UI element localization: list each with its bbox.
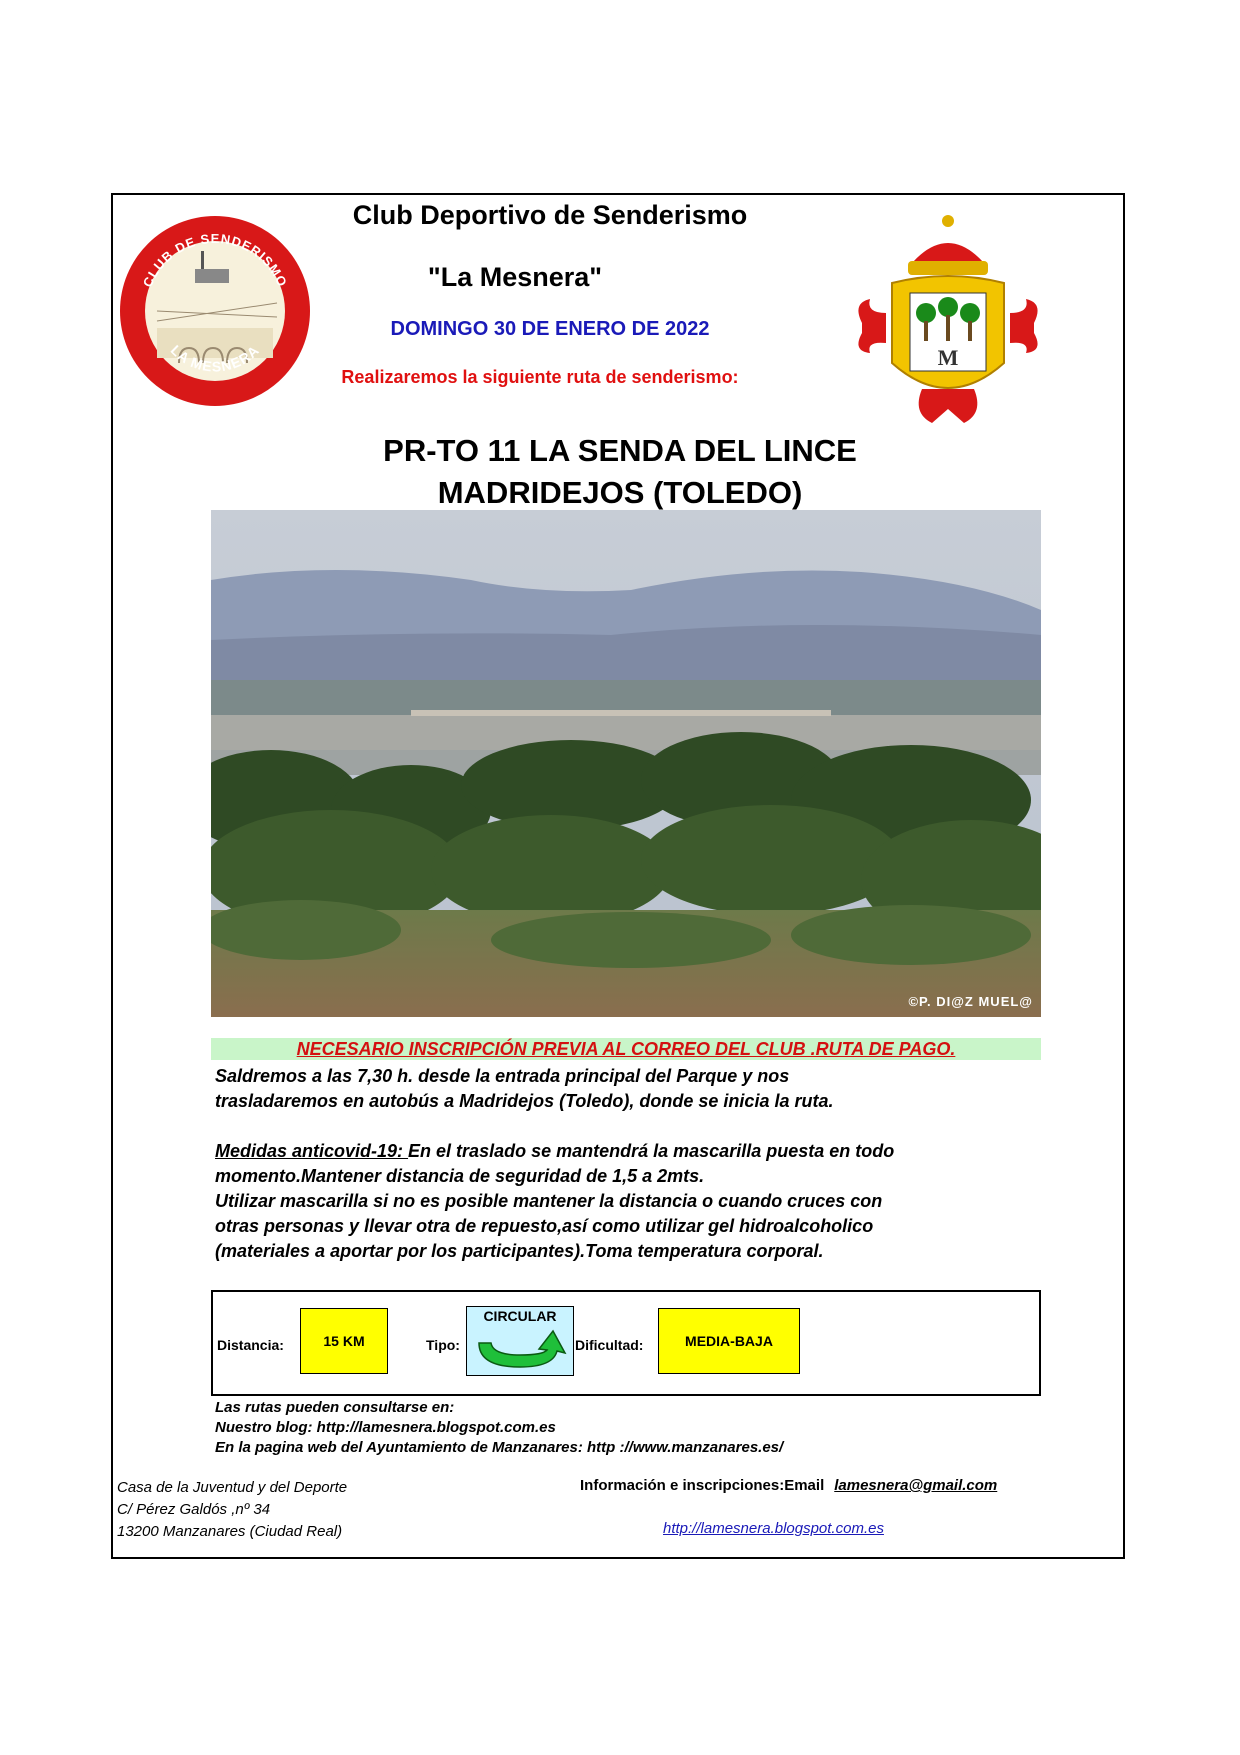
routes-info — [215, 1398, 783, 1458]
circular-arrow-icon — [473, 1323, 567, 1373]
covid-label: Medidas anticovid-19: — [215, 1141, 409, 1161]
covid-line-5: (materiales a aportar por los participantes).Toma temperatura corporal. — [215, 1241, 824, 1261]
registration-notice: NECESARIO INSCRIPCIÓN PREVIA AL CORREO DEL CLUB .RUTA DE PAGO. — [211, 1038, 1041, 1060]
logo-top-text: CLUB DE SENDERISMO — [139, 230, 291, 290]
distance-label: Distancia: — [217, 1337, 284, 1353]
club-logo — [117, 213, 313, 409]
contact-info — [580, 1477, 997, 1494]
covid-line-4: otras personas y llevar otra de repuesto,así como utilizar gel hidroalcoholico — [215, 1216, 874, 1236]
photo-credit: ©P. DI@Z MUEL@ — [908, 994, 1033, 1009]
club-name: "La Mesnera" — [427, 262, 603, 292]
address-line-2: C/ Pérez Galdós ,nº 34 — [117, 1501, 271, 1518]
logo-bottom-text: LA MESNERA — [167, 341, 263, 375]
covid-line-2: momento.Mantener distancia de seguridad de 1,5 a 2mts. — [215, 1166, 705, 1186]
route-title-line1: PR-TO 11 LA SENDA DEL LINCE — [383, 433, 857, 468]
email-link[interactable]: lamesnera@gmail.com — [834, 1477, 998, 1494]
club-title: Club Deportivo de Senderismo — [352, 200, 748, 230]
event-date: DOMINGO 30 DE ENERO DE 2022 — [390, 318, 710, 340]
difficulty-value: MEDIA-BAJA — [658, 1308, 800, 1374]
type-value: CIRCULAR — [483, 1308, 557, 1324]
route-specs — [211, 1290, 1041, 1396]
routes-line-1: Las rutas pueden consultarse en: — [215, 1399, 455, 1416]
routes-line-3: En la pagina web del Ayuntamiento de Manzanares: http ://www.manzanares.es/ — [215, 1439, 784, 1456]
address-line-3: 13200 Manzanares (Ciudad Real) — [117, 1523, 343, 1540]
covid-line-3: Utilizar mascarilla si no es posible mantener la distancia o cuando cruces con — [215, 1191, 883, 1211]
distance-value: 15 KM — [300, 1308, 388, 1374]
landscape-photo — [211, 510, 1041, 1017]
type-box — [466, 1306, 574, 1376]
route-title-line2: MADRIDEJOS (TOLEDO) — [437, 475, 803, 510]
crest-letter: M — [937, 345, 959, 370]
departure-line-1: Saldremos a las 7,30 h. desde la entrada principal del Parque y nos — [215, 1066, 790, 1086]
covid-line-1 — [215, 1139, 1035, 1164]
intro-text: Realizaremos la siguiente ruta de senderismo: — [341, 367, 739, 387]
routes-line-2: Nuestro blog: http://lamesnera.blogspot.com.es — [215, 1419, 556, 1436]
route-title — [300, 430, 940, 514]
town-crest — [852, 213, 1044, 433]
route-details — [215, 1064, 1035, 1264]
difficulty-label: Dificultad: — [575, 1337, 644, 1353]
website-link[interactable]: http://lamesnera.blogspot.com.es — [663, 1520, 884, 1537]
club-address — [117, 1477, 347, 1543]
type-label: Tipo: — [426, 1337, 460, 1353]
departure-line-2: trasladaremos en autobús a Madridejos (Toledo), donde se inicia la ruta. — [215, 1091, 834, 1111]
contact-label: Información e inscripciones:Email — [580, 1477, 825, 1494]
address-line-1: Casa de la Juventud y del Deporte — [117, 1479, 348, 1496]
covid-text-1: En el traslado se mantendrá la mascarilla puesta en todo — [408, 1141, 895, 1161]
